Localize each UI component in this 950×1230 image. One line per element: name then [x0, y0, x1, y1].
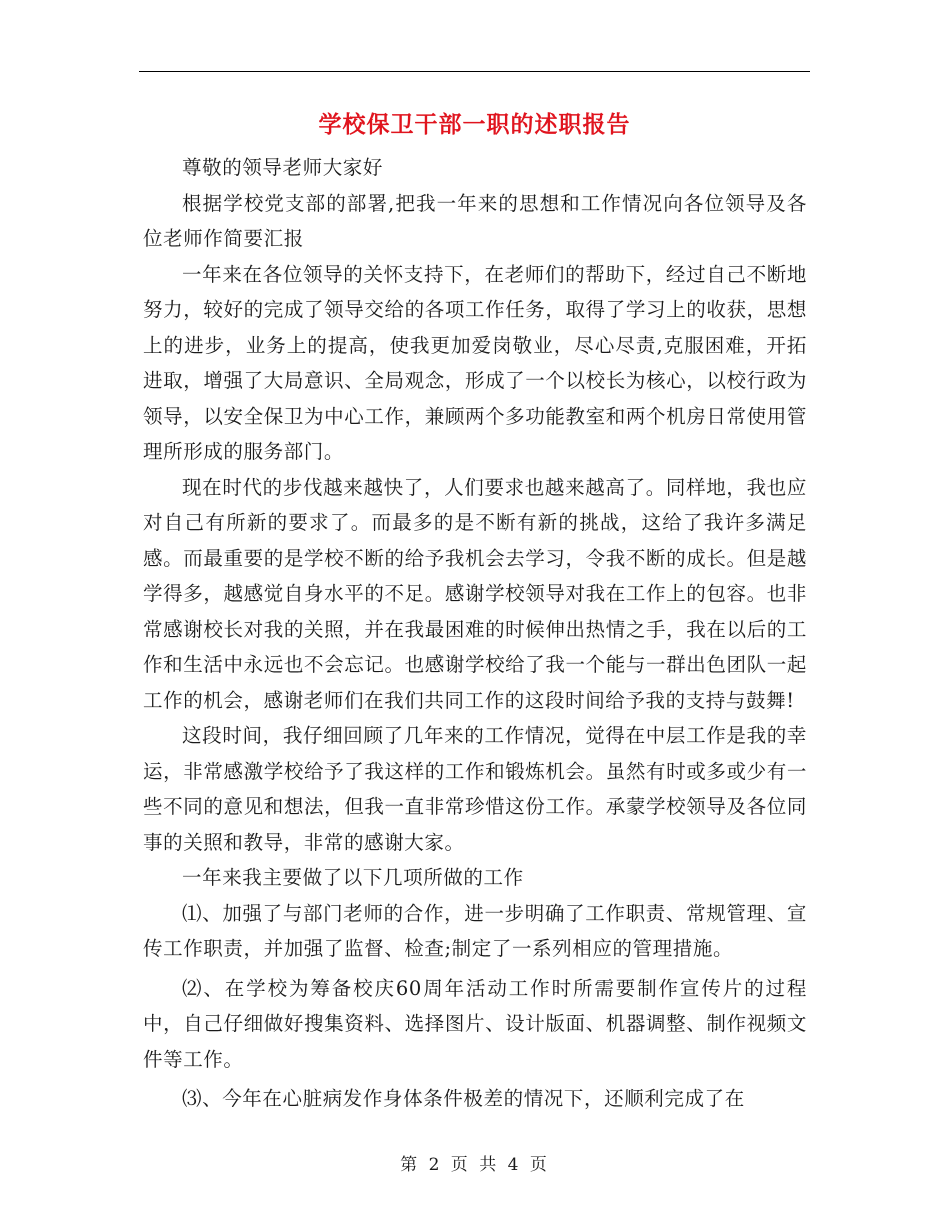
paragraph-item-1: ⑴、加强了与部门老师的合作，进一步明确了工作职责、常规管理、宣传工作职责，并加强了监督、检查;制定了一系列相应的管理措施。 [143, 901, 807, 960]
page-number-footer: 第 2 页 共 4 页 [400, 1155, 550, 1175]
paragraph-greeting: 尊敬的领导老师大家好 [182, 156, 384, 179]
document-body [143, 150, 807, 1117]
paragraph-gratitude: 现在时代的步伐越来越快了，人们要求也越来越高了。同样地，我也应对自己有所新的要求了。而最多的是不断有新的挑战，这给了我许多满足感。而最重要的是学校不断的给予我机会去学习，令我不断的成长。但是越学得多，越感觉自身水平的不足。感谢学校领导对我在工作上的包容。也非常感谢校长对我的关照，并在我最困难的时候伸出热情之手，我在以后的工作和生活中永远也不会忘记。也感谢学校给了我一个能与一群出色团队一起工作的机会，感谢老师们在我们共同工作的这段时间给予我的支持与鼓舞! [143, 475, 807, 712]
paragraph-item-3: ⑶、今年在心脏病发作身体条件极差的情况下，还顺利完成了在 [182, 1087, 745, 1110]
paragraph-item-2: ⑵、在学校为筹备校庆60周年活动工作时所需要制作宣传片的过程中，自己仔细做好搜集资料、选择图片、设计版面、机器调整、制作视频文件等工作。 [143, 976, 807, 1071]
paragraph-intro: 根据学校党支部的部署,把我一年来的思想和工作情况向各位领导及各位老师作简要汇报 [143, 191, 807, 250]
header-rule [139, 71, 810, 72]
paragraph-year-summary: 一年来在各位领导的关怀支持下，在老师们的帮助下，经过自己不断地努力，较好的完成了领导交给的各项工作任务，取得了学习上的收获，思想上的进步，业务上的提高，使我更加爱岗敬业，尽心尽责,克服困难，开拓进取，增强了大局意识、全局观念，形成了一个以校长为核心，以校行政为领导，以安全保卫为中心工作，兼顾两个多功能教室和两个机房日常使用管理所形成的服务部门。 [143, 262, 807, 463]
paragraph-review: 这段时间，我仔细回顾了几年来的工作情况，觉得在中层工作是我的幸运，非常感激学校给予了我这样的工作和锻炼机会。虽然有时或多或少有一些不同的意见和想法，但我一直非常珍惜这份工作。承蒙学校领导及各位同事的关照和教导，非常的感谢大家。 [143, 724, 807, 854]
paragraph-work-heading: 一年来我主要做了以下几项所做的工作 [182, 866, 524, 889]
document-title: 学校保卫干部一职的述职报告 [318, 111, 631, 138]
